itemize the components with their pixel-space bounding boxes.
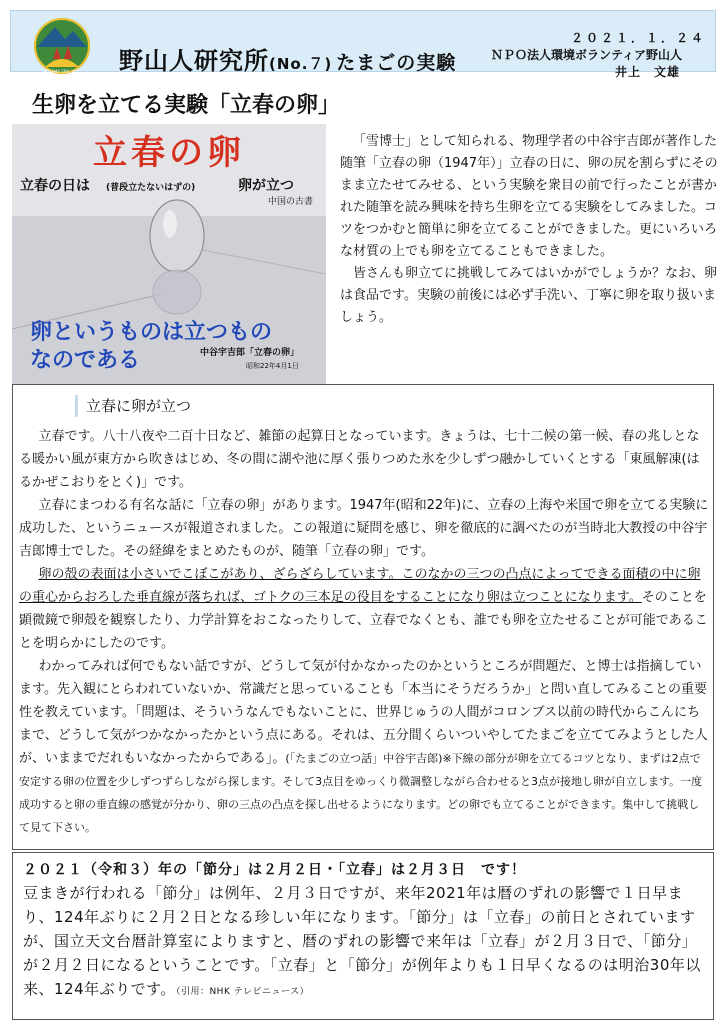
photo-line1b: (普段立たないはずの): [106, 183, 196, 193]
newsletter-title: [119, 41, 456, 76]
section-paragraph-2: 立春にまつわる有名な話に「立春の卵」があります。1947年(昭和22年)に、立春の上海や米国で卵を立てる実験に成功した、というニュースが報道されました。この報道に疑問を感じ、卵を徹底的に調べたのが当時北大教授の中谷宇吉郎博士でした。その経緯をまとめたものが、随筆「立春の卵」です。: [19, 498, 709, 559]
setsubun-section: [12, 852, 714, 1020]
section-heading: 立春に卵が立つ: [75, 395, 191, 417]
logo-emblem: [31, 17, 93, 75]
issue-subtitle: たまごの実験: [336, 52, 457, 74]
newsletter-header: [10, 10, 716, 79]
egg-experiment-photo: [12, 124, 326, 384]
title-text: 野山人研究所: [119, 47, 269, 75]
setsubun-text: 豆まきが行われる「節分」は例年、２月３日ですが、来年2021年は暦のずれの影響で１日早まり、124年ぶりに２月２日となる珍しい年になります。「節分」は「立春」の前日とされていますが、国立天文台暦計算室によりますと、暦のずれの影響で来年は「立春」が２月３日で、「節分」が２月２日になるということです。「立春」と「節分」が例年よりも１日早くなるのは明治30年以来、124年ぶりです。: [23, 884, 701, 998]
logo-ring-text: NOYAMA ENV. VOL.: [43, 69, 81, 74]
quote-citation: (「たまごの立つ話」中谷宇吉郎): [285, 752, 443, 765]
article-title: 生卵を立てる実験「立春の卵」: [32, 93, 341, 118]
section-paragraph-4: [19, 655, 709, 839]
photo-quote-line1: 卵というものは立つもの: [30, 320, 273, 345]
egg-tip-note: ※下線の部分が卵を立てるコツとなり、まずは2点で安定する卵の位置を少しずつずらしながら探します。そして3点目をゆっくり微調整しながら合わせると3点が接地し卵が自立します。一度成功すると卵の垂直線の感覚が分かり、卵の三点の凸点を探し出せるようになります。どの卵でも立てることができます。集中して挑戦して見て下さい。: [19, 752, 703, 834]
issue-date: ２０２１．１．２４: [571, 31, 707, 45]
section-paragraph-3-rest: そのことを顕微鏡で卵殻を観察したり、力学計算をおこなったりして、立春でなくとも、誰でも卵を立たせることが可能であることを明らかにしたのです。: [19, 590, 708, 651]
photo-line1a: 立春の日は: [20, 178, 90, 194]
nakaya-quote: わかってみれば何でもない話ですが、どうして気が付かなかったのかというところが問題だ、と博士は指摘しています。先入観にとらわれていないか、常識だと思っていることも「本当にそうだろうか」と問い直してみることの重要性を教えています。「問題は、そういうなんでもないことに、世界じゅうの人間がコロンブス以前の時代からこんにちまで、どうして気がつかなかったかという点にある。それは、五分間くらいついやしてたまごを立ててみようとした人が、いままでだれもいなかったからである」。: [19, 659, 708, 766]
photo-quote-line2: なのである: [30, 348, 141, 373]
photo-credit-date: 昭和22年4月1日: [246, 362, 299, 370]
standing-egg: [150, 200, 204, 272]
setsubun-body: [23, 881, 705, 1004]
section-body: [19, 425, 709, 839]
photo-credit: 中谷宇吉郎「立春の卵」: [200, 348, 300, 358]
intro-text: [340, 131, 718, 329]
section-paragraph-3: [19, 563, 709, 655]
organization-name: ＮＰＯ法人環境ボランティア野山人: [491, 48, 683, 62]
setsubun-title: ２０２１（令和３）年の「節分」は２月２日・「立春」は２月３日 です！: [23, 862, 526, 878]
photo-line1c: 卵が立つ: [238, 178, 294, 194]
intro-paragraph-2: 皆さんも卵立てに挑戦してみてはいかがでしょうか？なお、卵は食品です。実験の前後には必ず手洗い、丁寧に卵を取り扱いましょう。: [340, 266, 718, 325]
risshun-egg-section: [12, 384, 714, 850]
issue-number: (No.７): [269, 55, 333, 73]
egg-reflection: [153, 270, 201, 314]
photo-title: 立春の卵: [93, 133, 245, 173]
setsubun-citation: （引用：NHK テレビニュース）: [175, 987, 310, 997]
author-name: 井上 文雄: [615, 65, 681, 79]
photo-source: 中国の古書: [268, 197, 314, 207]
egg-tip-underlined: 卵の殻の表面は小さいでこぼこがあり、ざらざらしています。このなかの三つの凸点によってできる面積の中に卵の重心からおろした垂直線が落ちれば、ゴトクの三本足の役目をすることになり卵は立つことになります。: [19, 567, 701, 605]
section-paragraph-1: 立春です。八十八夜や二百十日など、雑節の起算日となっています。きょうは、七十二候の第一候、春の兆しとなる暖かい風が東方から吹きはじめ、冬の間に湖や池に厚く張りつめた氷を少しずつ融かしていくとする「東風解凍(はるかぜこおりをとく)」です。: [19, 429, 700, 490]
intro-paragraph-1: 「雪博士」として知られる、物理学者の中谷宇吉郎が著作した随筆「立春の卵（1947年）」立春の日に、卵の尻を割らずにそのまま立たせてみせる、という実験を衆目の前で行ったことが書かれた随筆を読み興味を持ち生卵を立てる実験をしてみました。コツをつかむと簡単に卵を立てることができました。更にいろいろな材質の上でも卵を立てることもできました。: [340, 134, 718, 259]
